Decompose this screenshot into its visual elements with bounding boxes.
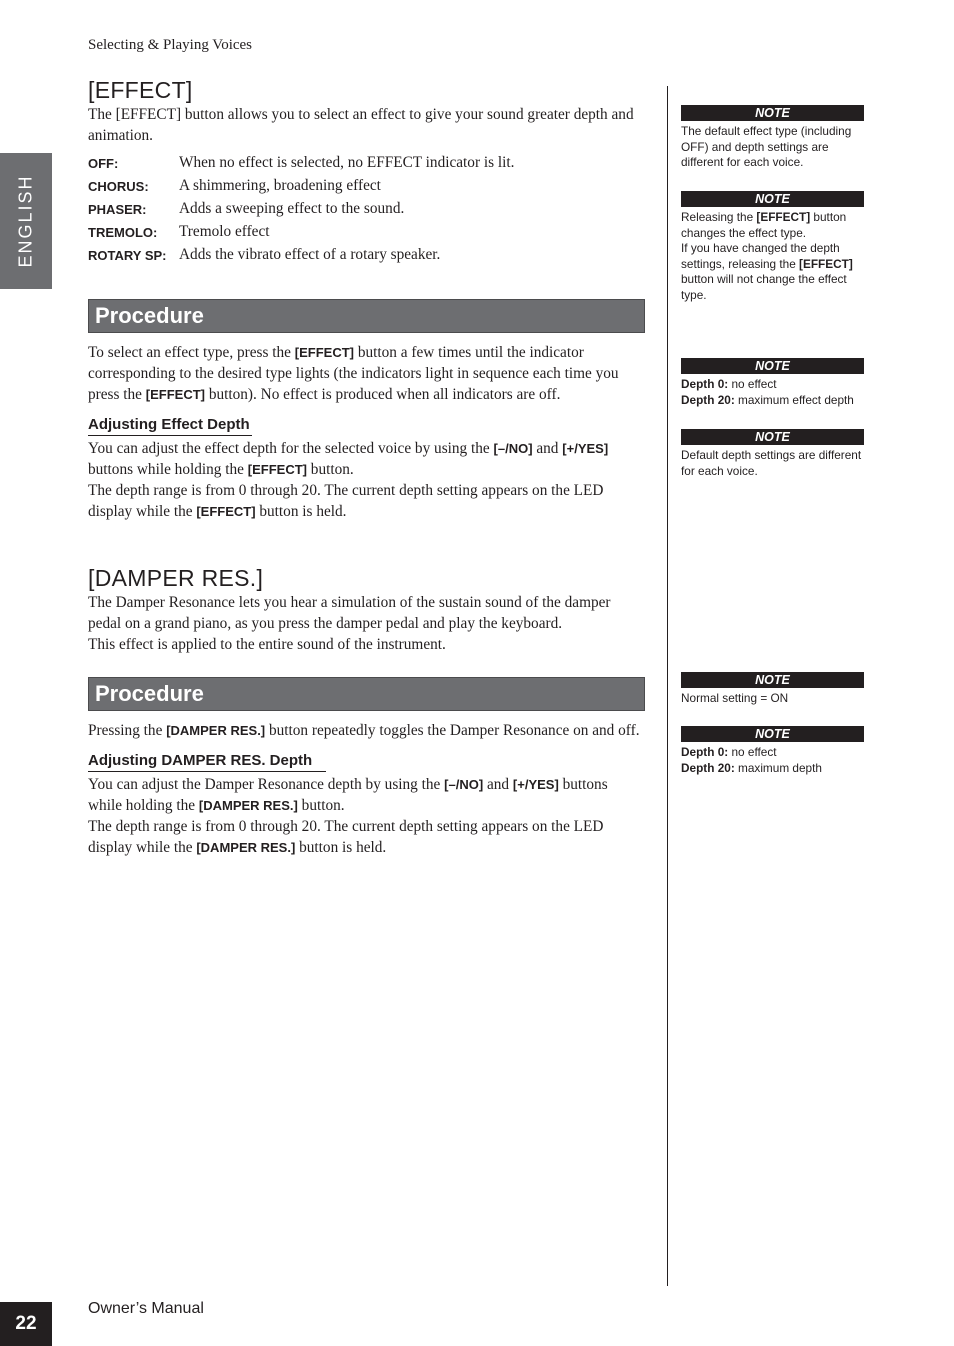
note-label: NOTE <box>681 672 864 688</box>
text-run: maximum depth <box>734 760 822 775</box>
effect-procedure-text <box>88 342 645 405</box>
text-run: button will not change the effect type. <box>681 272 847 302</box>
button-ref: [EFFECT] <box>756 210 811 224</box>
effect-term: CHORUS: <box>88 179 149 194</box>
damper-depth-text-2 <box>88 816 645 858</box>
note-label: NOTE <box>681 191 864 207</box>
note-label: NOTE <box>681 726 864 742</box>
text-run: Pressing the <box>88 722 167 739</box>
note-box <box>681 672 864 707</box>
list-item <box>88 177 514 200</box>
note-text: Normal setting = ON <box>681 691 789 705</box>
effect-term: TREMOLO: <box>88 225 158 240</box>
effect-desc: Adds the vibrato effect of a rotary speaker. <box>179 246 441 263</box>
list-item <box>88 200 514 223</box>
button-ref: [–/NO] <box>444 777 484 792</box>
note-text <box>681 745 864 776</box>
note-text: Default depth settings are different for each voice. <box>681 448 862 478</box>
button-ref: [DAMPER RES.] <box>198 798 298 813</box>
text-run: and <box>483 776 513 793</box>
note-label: NOTE <box>681 105 864 121</box>
effect-term: ROTARY SP: <box>88 248 167 263</box>
effect-term: PHASER: <box>88 202 147 217</box>
text-run: button is held. <box>255 503 347 520</box>
effect-section-title: [EFFECT] <box>88 77 193 103</box>
text-run: buttons while holding the <box>88 461 248 478</box>
effect-procedure-bar <box>88 299 645 333</box>
text-run: Releasing the <box>681 210 757 224</box>
damper-intro-1: The Damper Resonance lets you hear a simulation of the sustain sound of the damper pedal on a grand piano, as you press the damper pedal and play the keyboard. <box>88 594 611 632</box>
text-run: button repeatedly toggles the Damper Resonance on and off. <box>265 722 640 739</box>
language-tab <box>0 153 52 289</box>
text-run: and <box>532 440 563 457</box>
text-run: You can adjust the effect depth for the selected voice by using the <box>88 440 494 457</box>
note-text <box>681 377 864 408</box>
list-item <box>88 246 514 269</box>
damper-procedure-text <box>88 720 645 741</box>
text-run: button). No effect is produced when all indicators are off. <box>205 386 561 403</box>
depth-label: Depth 0: <box>681 745 729 759</box>
damper-intro-2: This effect is applied to the entire sound of the instrument. <box>88 636 446 653</box>
list-item <box>88 223 514 246</box>
text-run: no effect <box>728 745 777 759</box>
note-box <box>681 726 864 776</box>
damper-section-title: [DAMPER RES.] <box>88 565 264 591</box>
note-box <box>681 105 864 171</box>
text-run: button changes the effect type. <box>681 210 847 240</box>
effect-procedure-title: Procedure <box>95 303 204 328</box>
running-head: Selecting & Playing Voices <box>88 37 253 53</box>
effect-depth-text-2 <box>88 480 645 522</box>
damper-depth-text-1 <box>88 774 645 816</box>
text-run: The depth range is from 0 through 20. The current depth setting appears on the LED display while the <box>88 482 604 520</box>
effect-term: OFF: <box>88 156 119 171</box>
text-run: button. <box>297 797 345 814</box>
note-box <box>681 429 864 479</box>
effect-desc: Tremolo effect <box>179 223 270 240</box>
note-label: NOTE <box>681 358 864 374</box>
note-box <box>681 191 864 303</box>
button-ref: [+/YES] <box>512 777 559 792</box>
text-run: You can adjust the Damper Resonance depth by using the <box>88 776 445 793</box>
note-box <box>681 358 864 408</box>
note-text <box>681 210 864 303</box>
button-ref: [EFFECT] <box>196 504 256 519</box>
depth-label: Depth 0: <box>681 377 729 391</box>
effect-types-list <box>88 154 514 269</box>
effect-intro: The [EFFECT] button allows you to select an effect to give your sound greater depth and animation. <box>88 106 634 144</box>
page-number: 22 <box>0 1302 52 1346</box>
main-column <box>88 76 645 858</box>
button-ref: [DAMPER RES.] <box>196 840 296 855</box>
footer-title: Owner’s Manual <box>88 1300 204 1317</box>
effect-desc: Adds a sweeping effect to the sound. <box>179 200 405 217</box>
text-run: The depth range is from 0 through 20. The current depth setting appears on the LED display while the <box>88 818 604 856</box>
depth-label: Depth 20: <box>681 760 735 775</box>
button-ref: [EFFECT] <box>145 387 205 402</box>
damper-procedure-bar <box>88 677 645 711</box>
damper-procedure-title: Procedure <box>95 681 204 706</box>
text-run: button. <box>306 461 354 478</box>
damper-depth-title: Adjusting DAMPER RES. Depth <box>88 751 326 772</box>
button-ref: [EFFECT] <box>294 345 354 360</box>
text-run: button a few times until the indicator corresponding to the desired type lights (the indicators light in sequence each time you press the <box>88 344 619 403</box>
text-run: button is held. <box>295 839 387 856</box>
text-run: To select an effect type, press the <box>88 344 295 361</box>
button-ref: [+/YES] <box>562 441 609 456</box>
depth-label: Depth 20: <box>681 392 735 407</box>
button-ref: [DAMPER RES.] <box>166 723 266 738</box>
button-ref: [EFFECT] <box>799 256 853 271</box>
text-run: maximum effect depth <box>734 392 854 407</box>
button-ref: [EFFECT] <box>247 462 307 477</box>
effect-depth-title: Adjusting Effect Depth <box>88 415 252 436</box>
column-divider <box>667 86 668 1286</box>
text-run: If you have changed the depth settings, releasing the <box>681 241 840 271</box>
note-label: NOTE <box>681 429 864 445</box>
note-text: The default effect type (including OFF) and depth settings are different for each voice. <box>681 124 852 169</box>
text-run: buttons while holding the <box>88 776 608 814</box>
list-item <box>88 154 514 177</box>
effect-desc: When no effect is selected, no EFFECT indicator is lit. <box>179 154 515 171</box>
effect-depth-text-1 <box>88 438 645 480</box>
language-tab-label: ENGLISH <box>15 174 36 268</box>
text-run: no effect <box>728 377 777 391</box>
effect-desc: A shimmering, broadening effect <box>179 177 381 194</box>
button-ref: [–/NO] <box>493 441 533 456</box>
